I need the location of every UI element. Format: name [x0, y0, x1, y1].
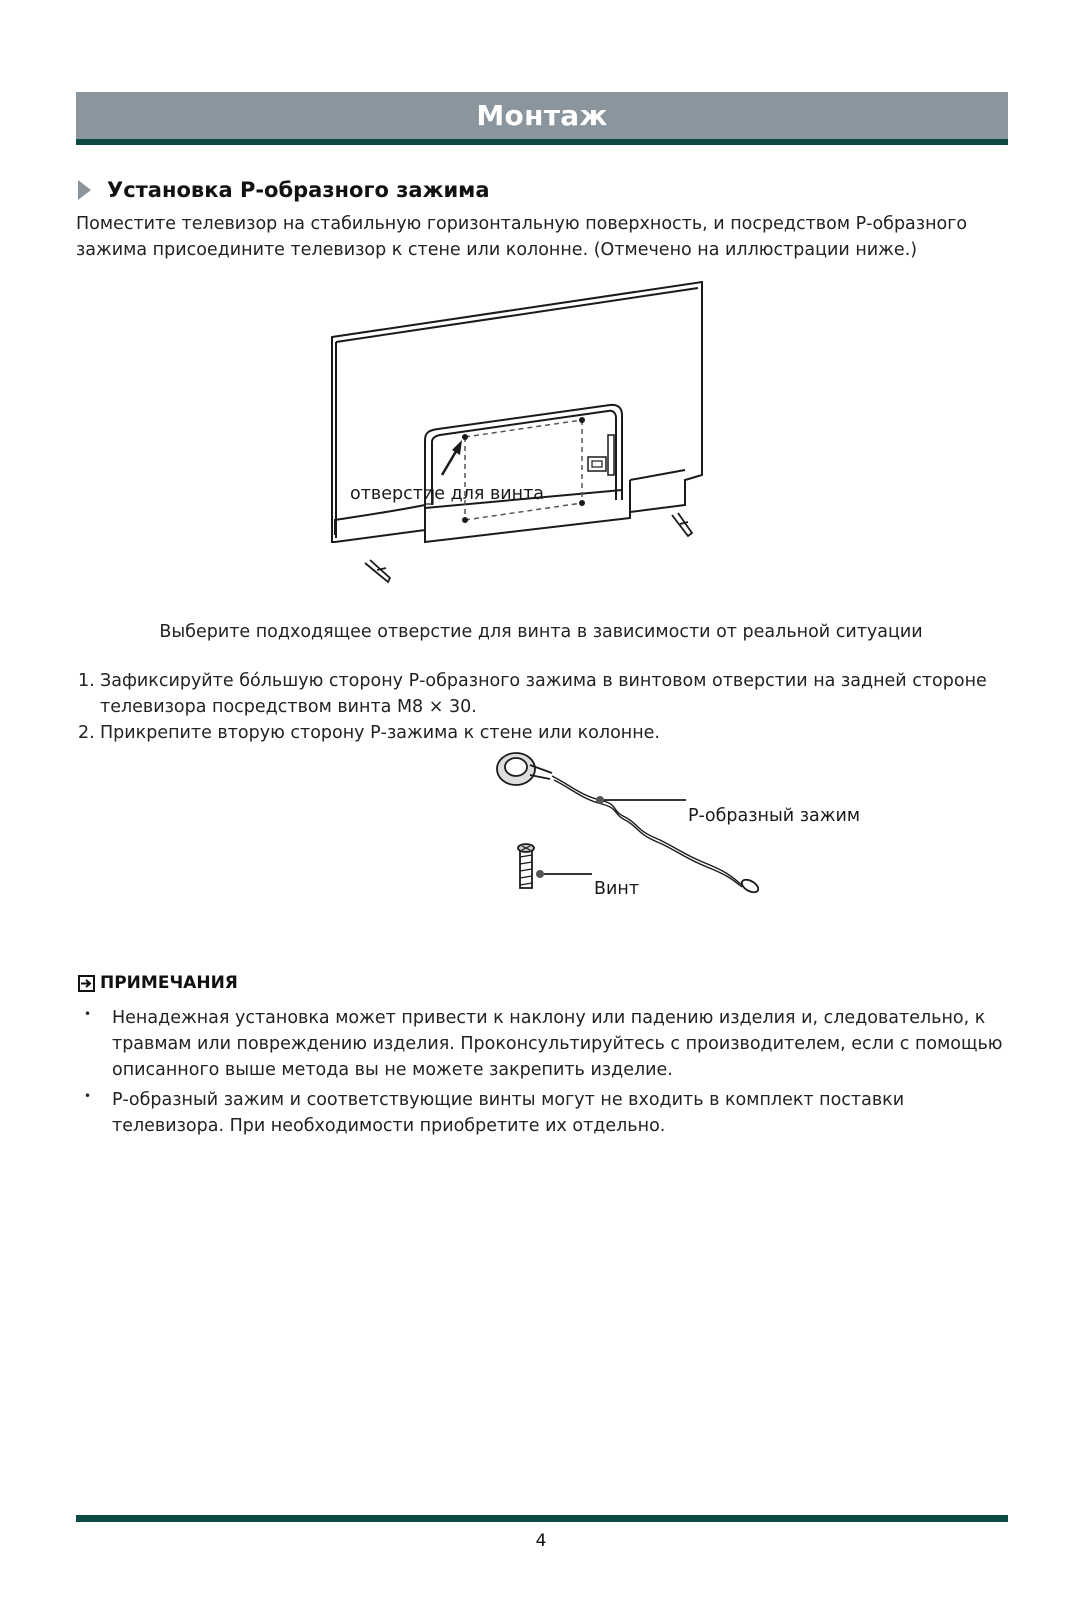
note-text: Ненадежная установка может привести к наклону или падению изделия и, следовательно, к травмам или повреждению изделия. Проконсультируйтесь с производителем, если с помощью описанного выше метода вы не можете закрепить изделие.	[112, 1008, 1003, 1080]
step-number: 1.	[78, 671, 95, 691]
screw-label: Винт	[594, 879, 640, 899]
intro-text: Поместите телевизор на стабильную горизонтальную поверхность, и посредством Р-образного зажима присоедините телевизор к стене или колонне. (Отмечено на иллюстрации ниже.)	[76, 214, 968, 260]
list-item	[78, 668, 1018, 720]
page-number: 4	[535, 1531, 547, 1551]
footer-bar	[76, 1515, 1008, 1522]
notes-heading	[78, 973, 238, 993]
step-text: Зафиксируйте бо́льшую сторону Р-образного зажима в винтовом отверстии на задней стороне телевизора посредством винта M8 × 30.	[100, 671, 987, 717]
step-number: 2.	[78, 723, 95, 743]
clip-label: Р-образный зажим	[688, 806, 861, 826]
list-item	[78, 720, 1018, 746]
notes-list	[84, 1005, 1014, 1143]
figure-caption: Выберите подходящее отверстие для винта в зависимости от реальной ситуации	[159, 622, 923, 642]
tv-rear-illustration	[330, 280, 730, 600]
note-arrow-icon	[78, 975, 95, 992]
step-text: Прикрепите вторую сторону Р-зажима к стене или колонне.	[100, 723, 660, 743]
notes-title: ПРИМЕЧАНИЯ	[100, 973, 238, 993]
section-heading	[78, 178, 490, 202]
section-arrow-icon	[78, 180, 91, 200]
note-text: Р-образный зажим и соответствующие винты могут не входить в комплект поставки телевизора. При необходимости приобретите их отдельно.	[112, 1090, 905, 1136]
bullet-icon: •	[84, 1007, 92, 1021]
header-bar	[76, 92, 1008, 145]
screw-hole-label: отверстие для винта	[350, 484, 545, 504]
page-title: Монтаж	[476, 99, 608, 132]
section-title: Установка Р-образного зажима	[107, 178, 490, 202]
steps-list	[78, 668, 1018, 746]
bullet-icon: •	[84, 1089, 92, 1103]
clip-illustration	[490, 745, 790, 915]
list-item	[84, 1005, 1014, 1083]
list-item	[84, 1087, 1014, 1139]
